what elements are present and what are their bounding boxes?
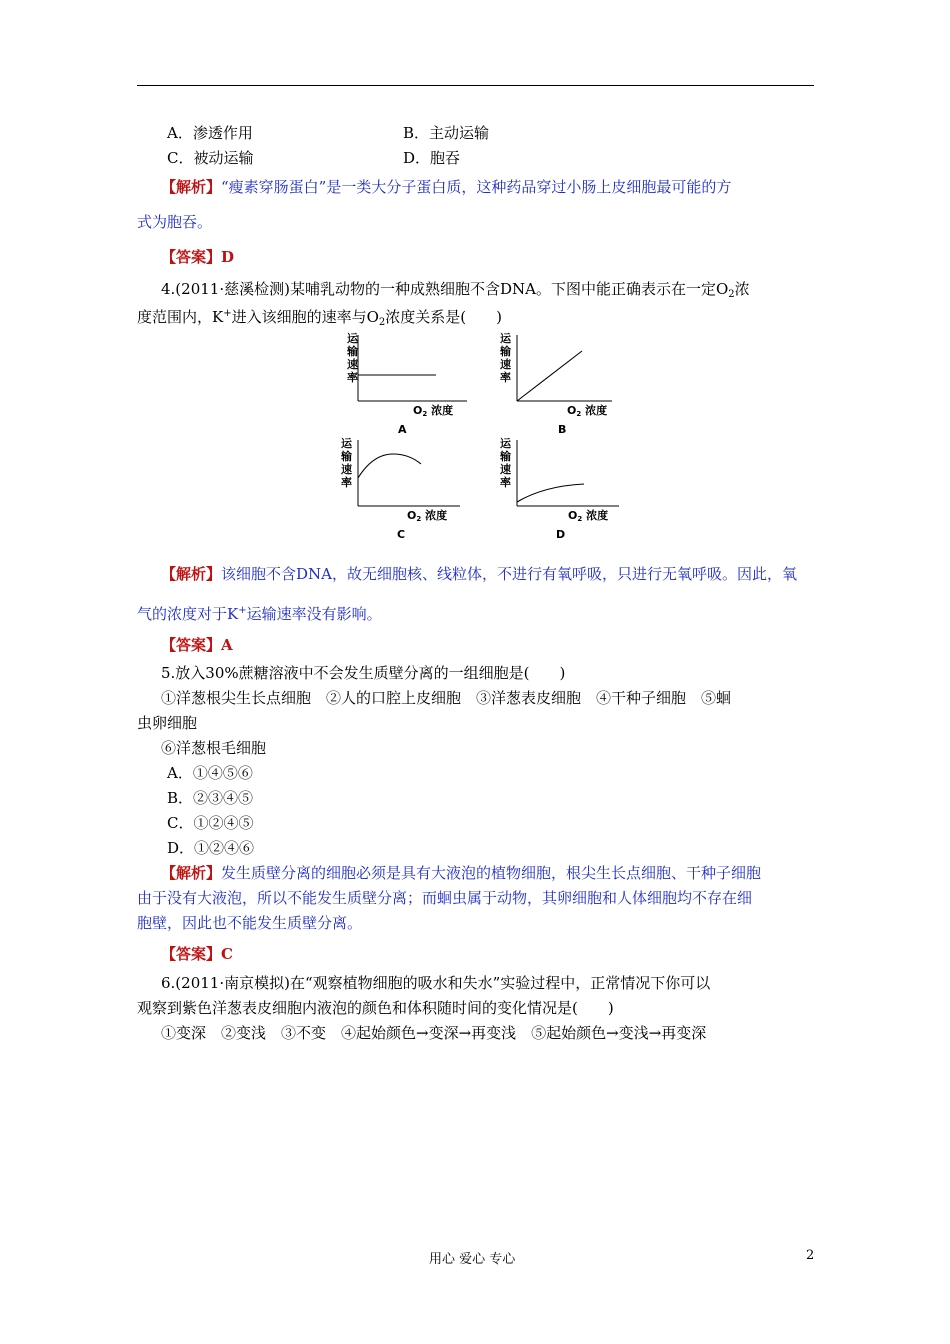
q5-option-c: C．①②④⑤ (167, 814, 254, 832)
graph-b (494, 332, 629, 437)
analysis-label: 【解析】 (161, 864, 222, 882)
y-label-char: 运 (341, 437, 352, 450)
y-label-char: 率 (341, 476, 352, 489)
y-label-char: 率 (500, 476, 511, 489)
q5-analysis-line2: 由于没有大液泡，所以不能发生质壁分离；而蛔虫属于动物，其卵细胞和人体细胞均不存在细 (137, 889, 753, 907)
graph-a (335, 332, 470, 437)
answer-value: C (221, 945, 233, 963)
q5-analysis-line3: 胞壁，因此也不能发生质壁分离。 (137, 914, 363, 932)
q3-analysis-line1: 【解析】“瘦素穿肠蛋白”是一类大分子蛋白质，这种药品穿过小肠上皮细胞最可能的方 (161, 178, 732, 196)
q3-option-c: C．被动运输 (167, 149, 254, 167)
page-number: 2 (806, 1248, 815, 1263)
analysis-label: 【解析】 (161, 565, 222, 583)
q3-option-b: B．主动运输 (403, 124, 490, 142)
y-label-char: 率 (347, 371, 358, 384)
q4-analysis-line1: 【解析】该细胞不含DNA，故无细胞核、线粒体，不进行有氧呼吸，只进行无氧呼吸。因此，氧 (161, 565, 798, 583)
rate-curve (517, 351, 582, 401)
x-axis-label: O2 浓度 (568, 509, 609, 523)
q6-items: ①变深 ②变浅 ③不变 ④起始颜色→变深→再变浅 ⑤起始颜色→变浅→再变深 (161, 1024, 707, 1042)
answer-value: D (221, 248, 235, 266)
q5-items-line2: 虫卵细胞 (137, 714, 198, 732)
graph-c (335, 437, 470, 542)
answer-label: 【答案】 (161, 945, 222, 963)
q6-stem-line1: 6.(2011·南京模拟)在“观察植物细胞的吸水和失水”实验过程中，正常情况下你可以 (161, 974, 711, 992)
q5-stem: 5.放入30%蔗糖溶液中不会发生质壁分离的一组细胞是( ) (161, 664, 566, 682)
y-label-char: 运 (500, 332, 511, 345)
answer-label: 【答案】 (161, 248, 222, 266)
q3-option-d: D．胞吞 (403, 149, 461, 167)
chart-label: B (558, 423, 567, 436)
rate-curve (358, 454, 421, 478)
x-axis-label: O2 浓度 (407, 509, 448, 523)
y-label-char: 输 (347, 345, 358, 358)
q5-analysis-line1: 【解析】发生质壁分离的细胞必须是具有大液泡的植物细胞，根尖生长点细胞、干种子细胞 (161, 864, 762, 882)
q6-stem-line2: 观察到紫色洋葱表皮细胞内液泡的颜色和体积随时间的变化情况是( ) (137, 999, 614, 1017)
q5-answer (161, 944, 233, 964)
graph-d (494, 437, 629, 542)
q5-items-line3: ⑥洋葱根毛细胞 (161, 739, 267, 757)
y-label-char: 输 (500, 345, 511, 358)
q3-answer (161, 247, 234, 267)
q3-option-a: A．渗透作用 (167, 124, 253, 142)
q4-answer (161, 635, 233, 655)
q4-stem-line1: 4.(2011·慈溪检测)某哺乳动物的一种成熟细胞不含DNA。下图中能正确表示在一定$O_2$浓 (161, 280, 750, 300)
q5-option-d: D．①②④⑥ (167, 839, 255, 857)
q3-analysis-line2: 式为胞吞。 (137, 213, 213, 231)
answer-value: A (221, 636, 233, 654)
y-label-char: 输 (500, 450, 511, 463)
y-label-char: 运 (347, 332, 358, 345)
y-label-char: 速 (500, 358, 511, 371)
answer-label: 【答案】 (161, 636, 222, 654)
y-label-char: 率 (500, 371, 511, 384)
q5-option-b: B．②③④⑤ (167, 789, 254, 807)
chart-label: D (556, 528, 566, 541)
y-label-char: 速 (341, 463, 352, 476)
analysis-label: 【解析】 (161, 178, 222, 196)
y-label-char: 输 (341, 450, 352, 463)
rate-curve (517, 484, 584, 502)
q5-option-a: A．①④⑤⑥ (167, 764, 253, 782)
x-axis-label: O2 浓度 (567, 404, 608, 418)
chart-label: C (397, 528, 406, 541)
x-axis-label: O2 浓度 (413, 404, 454, 418)
q4-analysis-line2: 气的浓度对于K+运输速率没有影响。 (137, 605, 382, 623)
y-label-char: 运 (500, 437, 511, 450)
header-rule (137, 85, 814, 86)
y-label-char: 速 (347, 358, 358, 371)
chart-label: A (398, 423, 407, 436)
y-label-char: 速 (500, 463, 511, 476)
footer-center: 用心 爱心 专心 (429, 1252, 516, 1267)
q5-items-line1: ①洋葱根尖生长点细胞 ②人的口腔上皮细胞 ③洋葱表皮细胞 ④干种子细胞 ⑤蛔 (161, 689, 732, 707)
q4-stem-line2: 度范围内，K+进入该细胞的速率与$O_2$浓度关系是( ) (137, 308, 503, 328)
